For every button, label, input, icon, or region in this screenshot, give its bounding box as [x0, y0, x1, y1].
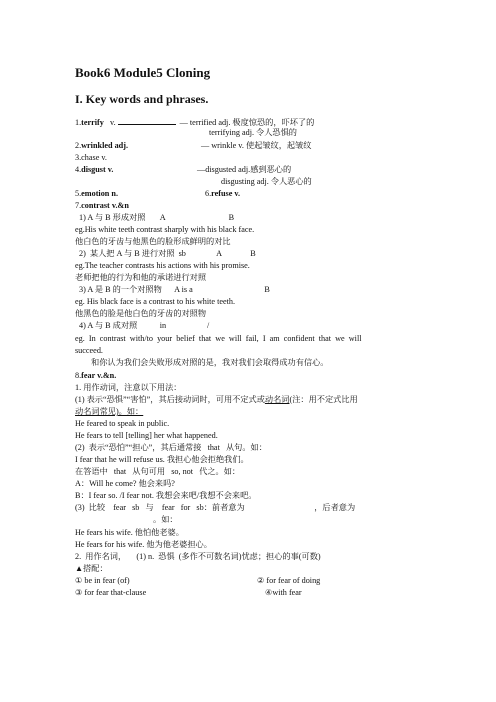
entry-contrast — [75, 200, 129, 211]
entry-refuse — [205, 188, 240, 199]
collocation-1: ① be in fear (of) — [75, 576, 130, 585]
section-heading: I. Key words and phrases. — [75, 92, 209, 106]
entry-wrinkle-derivative: — wrinkle v. 使起皱纹，起皱纹 — [201, 141, 312, 150]
contrast-translation-2: 老师把他的行为和他的承诺进行对照 — [75, 273, 207, 282]
fear-note: 在答语中 that 从句可用 so, not 代之。如： — [75, 467, 241, 476]
contrast-usage-4: 4) A 与 B 成对照 in / — [79, 321, 210, 330]
fear-usage-1-line1 — [75, 394, 358, 405]
entry-wrinkled — [75, 140, 128, 151]
entry-number: 6. — [205, 189, 212, 198]
entry-word: emotion n. — [81, 189, 118, 198]
entry-number: 4. — [75, 165, 82, 174]
entry-word: wrinkled adj. — [81, 141, 128, 150]
fear-usage-3: (3) 比较 fear sb 与 fear for sb：前者意为 ，后者意为 — [75, 503, 356, 512]
contrast-usage-3: 3) A 是 B 的一个对照物 A is a B — [79, 285, 270, 294]
collocation-heading: ▲搭配： — [75, 564, 108, 573]
entry-number: 5. — [75, 189, 82, 198]
contrast-translation-1: 他白色的牙齿与他黑色的脸形成鲜明的对比 — [75, 237, 231, 246]
entry-terrify-derivative: terrifying adj. 令人恐惧的 — [209, 128, 297, 137]
collocation-3: ③ for fear that-clause — [75, 588, 147, 597]
fear-noun-heading: 2. 用作名词， (1) n. 恐惧 (多作不可数名词)忧虑；担心的事(可数) — [75, 552, 321, 561]
fear-dialog-a: A：Will he come? 他会来吗? — [75, 479, 175, 488]
fear-usage-1-note: (注：用不定式比用 — [289, 395, 358, 404]
entry-word: disgust v. — [81, 165, 114, 174]
contrast-example-2: eg.The teacher contrasts his actions with his promise. — [75, 261, 250, 270]
entry-number: 1. — [75, 118, 82, 127]
entry-pos: v. — [110, 118, 116, 127]
fear-usage-1-text: (1) 表示“恐惧”“害怕”，其后接动词时，可用不定式或 — [75, 395, 265, 404]
contrast-translation-3: 他黑色的脸是他白色的牙齿的对照物 — [75, 309, 207, 318]
entry-word: contrast v.&n — [81, 201, 129, 210]
entry-number: 2. — [75, 141, 82, 150]
fear-example-4: He fears his wife. 他怕他老婆。 — [75, 528, 184, 537]
fear-example-3: I fear that he will refuse us. 我担心他会拒绝我们。 — [75, 455, 249, 464]
entry-emotion — [75, 188, 118, 199]
fear-dialog-b: B：I fear so. /I fear not. 我想会来吧/我想不会来吧。 — [75, 491, 257, 500]
fear-example-2: He fears to tell [telling] her what happened. — [75, 431, 218, 440]
contrast-example-3: eg. His black face is a contrast to his white teeth. — [75, 297, 236, 306]
collocation-2: ② for fear of doing — [257, 576, 321, 585]
contrast-example-4-line2: succeed. — [75, 346, 103, 355]
contrast-translation-4: 和你认为我们会失败形成对照的是，我对我们会取得成功有信心。 — [91, 358, 329, 367]
underlined-term: 动名词 — [264, 395, 290, 404]
entry-disgust — [75, 164, 113, 175]
entry-fear — [75, 370, 116, 381]
entry-disgusted: —disgusted adj.感到恶心的 — [197, 165, 292, 174]
fill-blank[interactable] — [118, 116, 176, 125]
entry-number: 7. — [75, 201, 82, 210]
fear-example-5: He fears for his wife. 他为他老婆担心。 — [75, 540, 212, 549]
entry-derivative: — terrified adj. 极度惊恐的，吓坏了的 — [179, 118, 315, 127]
entry-word: terrify — [81, 118, 104, 127]
fear-usage-1-line2: 动名词常见)。如： — [75, 407, 144, 416]
entry-word: refuse v. — [211, 189, 241, 198]
entry-disgusting: disgusting adj. 令人恶心的 — [221, 177, 312, 186]
collocation-4: ④with fear — [265, 588, 302, 597]
entry-chase: 3.chase v. — [75, 153, 107, 162]
contrast-usage-2: 2) 某人把 A 与 B 进行对照 sb A B — [79, 249, 256, 258]
contrast-example-1: eg.His white teeth contrast sharply with his black face. — [75, 225, 255, 234]
entry-number: 8. — [75, 371, 82, 380]
fear-example-1: He feared to speak in public. — [75, 419, 170, 428]
contrast-example-4-line1: eg. In contrast with/to your belief that we will fail, I am confident that we will — [75, 334, 362, 343]
fear-usage-3-cont: 。如： — [153, 515, 178, 524]
entry-word: fear v.&n. — [81, 371, 117, 380]
fear-usage-2: (2) 表示“恐怕”“担心”，其后通常接 that 从句。如： — [75, 443, 267, 452]
contrast-usage-1: 1) A 与 B 形成对照 A B — [79, 213, 235, 222]
fear-verb-heading: 1. 用作动词，注意以下用法： — [75, 383, 182, 392]
document-title: Book6 Module5 Cloning — [75, 65, 211, 80]
